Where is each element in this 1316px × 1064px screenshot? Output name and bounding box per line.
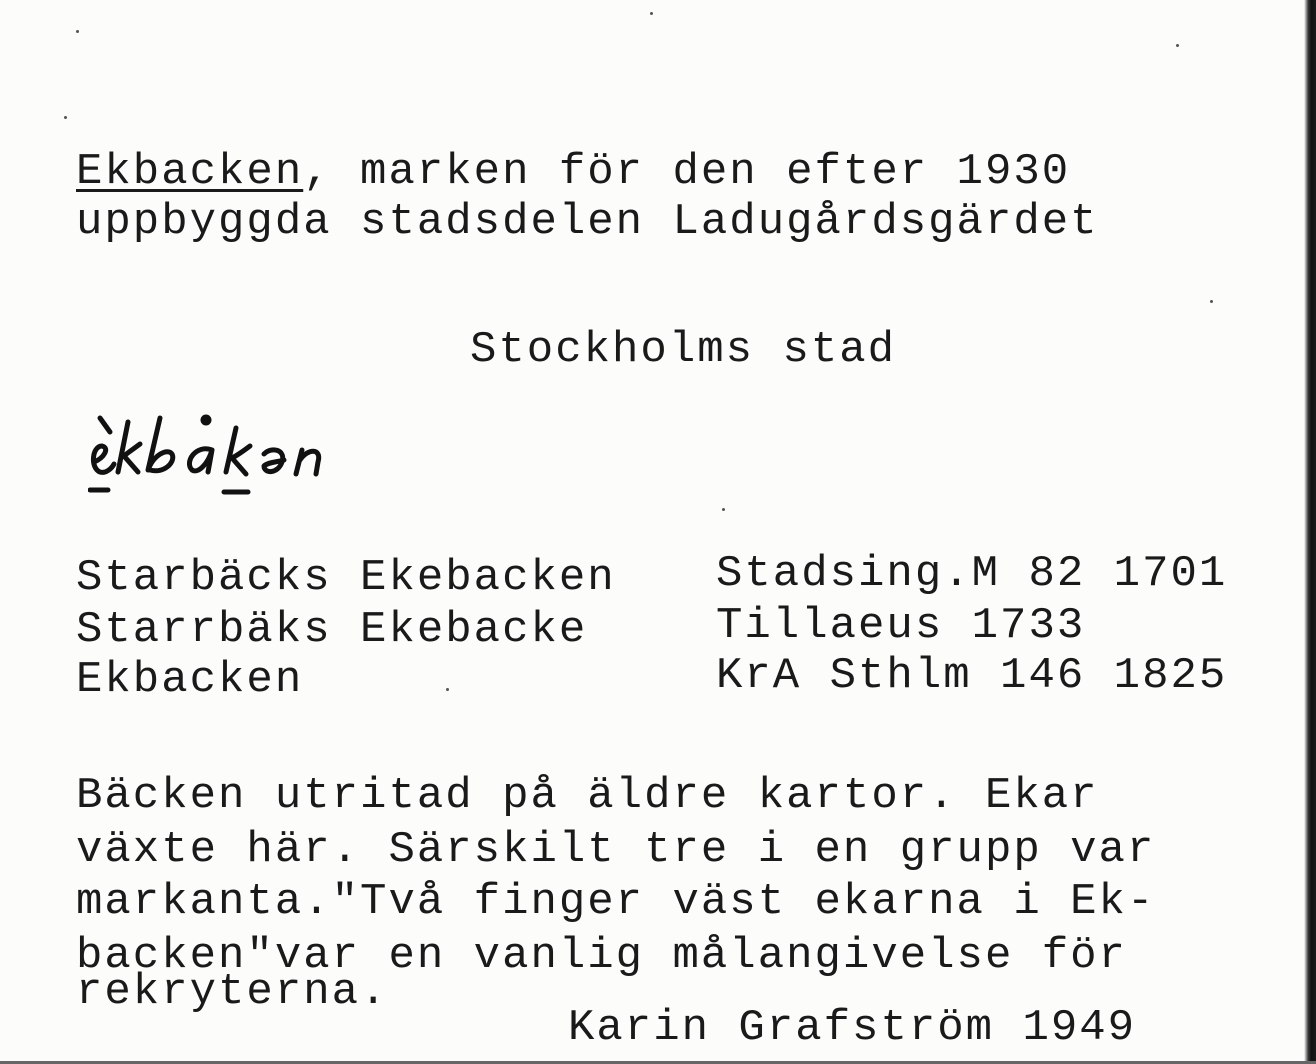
note-line-5: rekryterna. bbox=[76, 967, 389, 1017]
header-line-1 bbox=[76, 147, 1071, 197]
form-2: Starrbäks Ekebacke bbox=[76, 605, 588, 655]
source-2: Tillaeus 1733 bbox=[716, 601, 1086, 651]
form-1: Starbäcks Ekebacken bbox=[76, 553, 616, 603]
header-line-2: uppbyggda stadsdelen Ladugårdsgärdet bbox=[76, 197, 1099, 247]
note-line-4: backen"var en vanlig målangivelse för bbox=[76, 931, 1127, 981]
header-line-1-rest: , marken för den efter 1930 bbox=[303, 147, 1071, 197]
source-3: KrA Sthlm 146 1825 bbox=[716, 651, 1228, 701]
headword: Ekbacken bbox=[76, 147, 304, 197]
card-edge-right bbox=[1304, 0, 1316, 1064]
scan-speck bbox=[722, 508, 725, 511]
signature: Karin Grafström 1949 bbox=[568, 1003, 1137, 1053]
note-line-3: markanta."Två finger väst ekarna i Ek- bbox=[76, 877, 1156, 927]
form-3: Ekbacken bbox=[76, 655, 304, 705]
scan-speck bbox=[1210, 300, 1213, 303]
scan-speck bbox=[1176, 44, 1179, 47]
scan-speck bbox=[64, 116, 67, 119]
scan-speck bbox=[650, 12, 653, 15]
note-line-2: växte här. Särskilt tre i en grupp var bbox=[76, 825, 1156, 875]
pronunciation-handwriting bbox=[88, 410, 388, 500]
source-1: Stadsing.M 82 1701 bbox=[716, 549, 1228, 599]
place-name: Stockholms stad bbox=[470, 325, 897, 375]
scan-speck bbox=[76, 30, 79, 33]
scan-speck bbox=[446, 688, 449, 691]
note-line-1: Bäcken utritad på äldre kartor. Ekar bbox=[76, 771, 1099, 821]
